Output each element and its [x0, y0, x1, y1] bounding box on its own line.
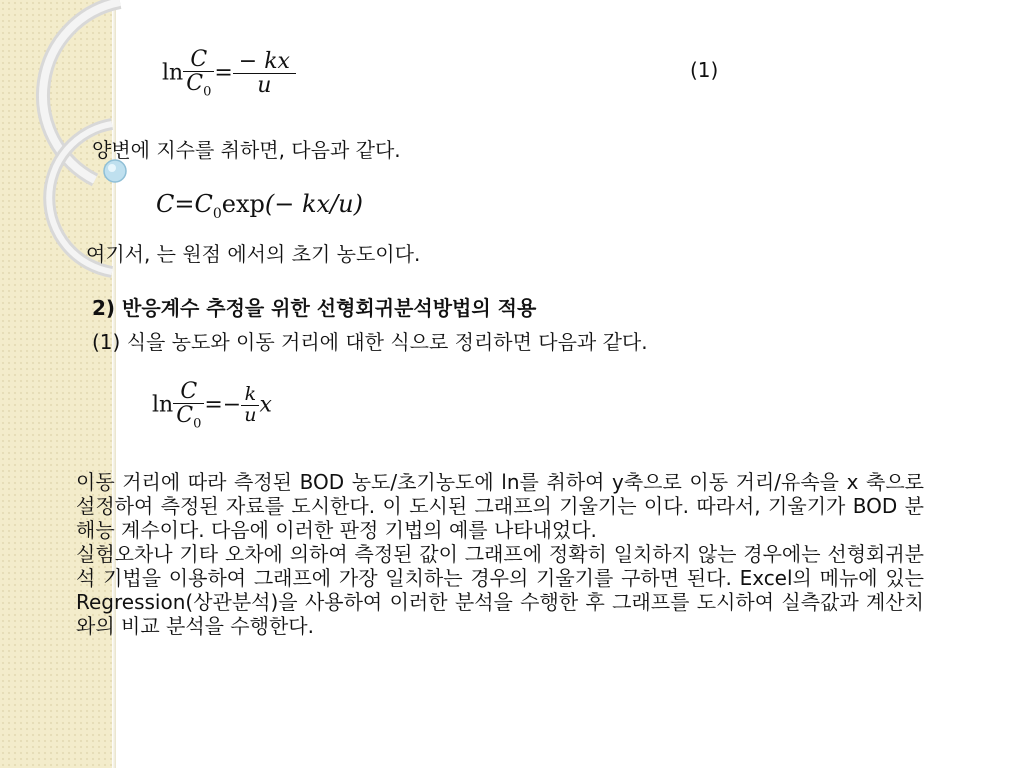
dot-highlight [108, 164, 116, 172]
eq3-fraction [173, 380, 204, 431]
eq2-equals: = [174, 190, 195, 218]
text-line-2: 여기서, 는 원점 에서의 초기 농도이다. [86, 242, 421, 266]
equation-2 [156, 190, 363, 222]
eq2-c: C [194, 190, 213, 218]
eq2-lhs: C [156, 190, 175, 218]
eq3-ln: ln [152, 392, 174, 418]
eq3-k-numerator: k [241, 385, 259, 406]
decorative-dot [104, 160, 126, 182]
body-paragraphs [76, 470, 924, 638]
text-line-3: (1) 식을 농도와 이동 거리에 대한 식으로 정리하면 다음과 같다. [92, 330, 648, 354]
eq1-fraction [183, 48, 214, 99]
text-line-1: 양변에 지수를 취하면, 다음과 같다. [92, 138, 401, 162]
eq1-ln: ln [162, 60, 184, 86]
eq2-arg: (− kx/u) [264, 190, 363, 218]
eq1-denominator: $C_0$ [186, 71, 212, 100]
eq2-exp: exp [221, 190, 265, 218]
section-heading: 2) 반응계수 추정을 위한 선형회귀분석방법의 적용 [92, 296, 537, 320]
eq3-x: x [259, 392, 272, 418]
paragraph-1: 이동 거리에 따라 측정된 BOD 농도/초기농도에 ln를 취하여 y축으로 이동 거리/유속을 x 축으로 설정하여 측정된 자료를 도시한다. 이 도시된 그래프의 기울기는 이다. 따라서, 기울기가 BOD 분해능 계수이다. 다음에 이러한 판정 기법의 예를 나타내었다. [76, 470, 924, 542]
eq1-rhs-fraction [233, 50, 296, 97]
eq3-equals: =− [204, 392, 242, 418]
paragraph-2: 실험오차나 기타 오차에 의하여 측정된 값이 그래프에 정확히 일치하지 않는 경우에는 선형회귀분석 기법을 이용하여 그래프에 가장 일치하는 경우의 기울기를 구하면 된다. Excel의 메뉴에 있는 Regression(상관분석)을 사용하여 이러한 분석을 수행한 후 그래프를 도시하여 실측값과 계산치와의 비교 분석을 수행한다. [76, 542, 924, 638]
eq1-numerator: C [183, 48, 214, 72]
eq1-rhs-denominator: u [257, 73, 272, 99]
eq3-k-denominator: u [244, 404, 257, 427]
eq3-numerator: C [173, 380, 204, 404]
eq2-c-sub: 0 [212, 205, 222, 222]
eq1-equals: = [214, 60, 233, 86]
eq3-denominator: $C_0$ [176, 403, 202, 432]
eq1-rhs-numerator: − kx [233, 50, 296, 74]
eq3-k-fraction [241, 385, 259, 426]
equation-3 [152, 380, 272, 431]
equation-1 [162, 48, 296, 99]
equation-number: (1) [690, 58, 719, 82]
